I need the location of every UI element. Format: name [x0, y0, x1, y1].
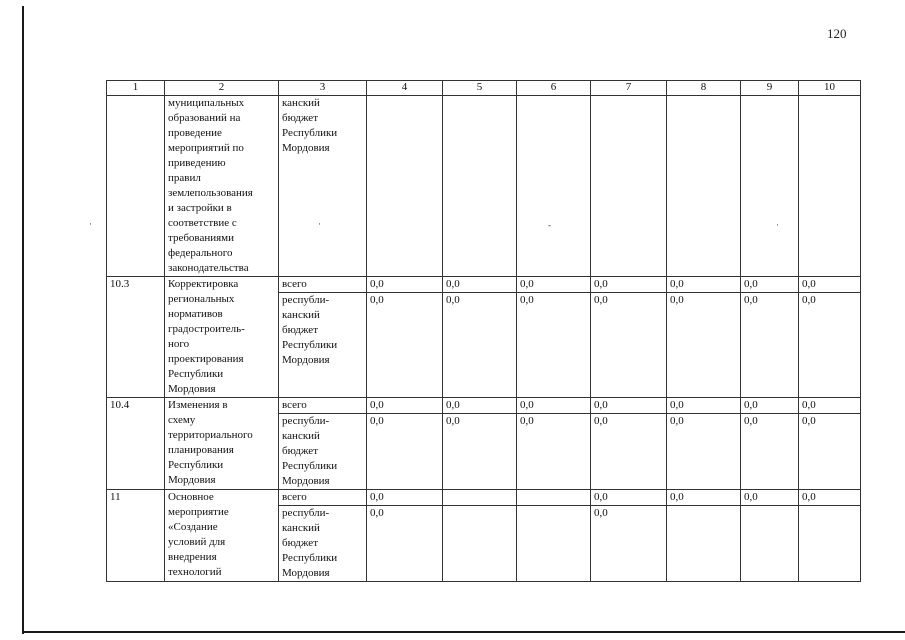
- text-line: условий для: [168, 536, 226, 548]
- text-line: Мордовия: [282, 567, 330, 579]
- row-name-cell: [165, 490, 279, 582]
- source-cell: [279, 414, 367, 490]
- header-cell: 1: [107, 81, 165, 96]
- text-line: мероприятие: [168, 506, 229, 518]
- text-line: соответствие с: [168, 217, 237, 229]
- text-line: мероприятий по: [168, 142, 244, 154]
- text-line: бюджет: [282, 445, 318, 457]
- header-cell: 3: [279, 81, 367, 96]
- text-line: бюджет: [282, 112, 318, 124]
- text-line: приведению: [168, 157, 226, 169]
- row-name-cell: [165, 277, 279, 398]
- text-line: землепользования: [168, 187, 253, 199]
- value-cell: 0,0: [517, 277, 591, 293]
- value-cell: 0,0: [367, 398, 443, 414]
- text-line: планирования: [168, 444, 234, 456]
- row-id-cell: 10.3: [107, 277, 165, 398]
- text-line: законодательства: [168, 262, 249, 274]
- text-line: Мордовия: [168, 474, 216, 486]
- text-line: проектирования: [168, 353, 244, 365]
- text-line: Мордовия: [168, 383, 216, 395]
- header-cell: 6: [517, 81, 591, 96]
- text-line: Мордовия: [282, 354, 330, 367]
- table-row-total: [107, 277, 861, 293]
- header-cell: 8: [667, 81, 741, 96]
- text-line: образований на: [168, 112, 241, 124]
- value-cell: 0,0: [517, 293, 591, 398]
- value-cell: 0,0: [367, 414, 443, 490]
- header-cell: 5: [443, 81, 517, 96]
- source-cell: [279, 293, 367, 398]
- text-line: Корректировка: [168, 278, 239, 290]
- page-number: 120: [827, 26, 847, 41]
- scan-speck: ·: [89, 219, 92, 229]
- table-body: [107, 96, 861, 582]
- value-cell: 0,0: [667, 398, 741, 414]
- row-id-cell: 10.4: [107, 398, 165, 490]
- text-line: Мордовия: [282, 475, 330, 487]
- value-cell: [741, 506, 799, 582]
- text-line: Мордовия: [282, 142, 330, 154]
- id-cell: [107, 96, 165, 277]
- value-cell: 0,0: [741, 490, 799, 506]
- text-line: республи-: [282, 294, 330, 307]
- value-cell: 0,0: [591, 490, 667, 506]
- text-line: Республики: [168, 459, 224, 471]
- text-line: бюджет: [282, 537, 318, 549]
- header-cell: 4: [367, 81, 443, 96]
- text-line: Республики: [282, 552, 338, 564]
- text-line: муниципальных: [168, 97, 245, 109]
- value-cell: 0,0: [799, 277, 861, 293]
- text-line: и застройки в: [168, 202, 232, 214]
- source-cell: всего: [279, 277, 367, 293]
- text-line: Республики: [282, 339, 338, 352]
- text-line: территориального: [168, 429, 253, 441]
- text-line: канский: [282, 97, 320, 109]
- text-line: ного: [168, 338, 190, 350]
- name-cell: [165, 96, 279, 277]
- source-cell: всего: [279, 398, 367, 414]
- text-line: бюджет: [282, 324, 318, 337]
- value-cell: 0,0: [367, 277, 443, 293]
- value-cell: 0,0: [367, 293, 443, 398]
- value-cell: 0,0: [591, 506, 667, 582]
- text-line: нормативов: [168, 308, 223, 320]
- value-cell: 0,0: [799, 490, 861, 506]
- text-line: схему: [168, 414, 196, 426]
- value-cell: 0,0: [591, 293, 667, 398]
- value-cell: 0,0: [741, 398, 799, 414]
- header-cell: 10: [799, 81, 861, 96]
- text-line: требованиями: [168, 232, 235, 244]
- text-line: республи-: [282, 415, 330, 427]
- text-line: правил: [168, 172, 201, 184]
- value-cell: [799, 506, 861, 582]
- value-cell: 0,0: [591, 414, 667, 490]
- scan-speck: ·: [318, 219, 321, 229]
- value-cell: 0,0: [799, 414, 861, 490]
- value-cell: 0,0: [443, 398, 517, 414]
- text-line: проведение: [168, 127, 222, 139]
- header-row: [107, 81, 861, 96]
- text-line: Изменения в: [168, 399, 228, 411]
- value-cell: [799, 96, 861, 277]
- source-cell: [279, 506, 367, 582]
- source-cell: всего: [279, 490, 367, 506]
- text-line: Республики: [282, 127, 338, 139]
- text-line: «Создание: [168, 521, 218, 533]
- text-line: канский: [282, 522, 320, 534]
- header-cell: 9: [741, 81, 799, 96]
- scan-edge-left: [22, 6, 24, 634]
- value-cell: [443, 96, 517, 277]
- scan-speck: -: [548, 220, 551, 230]
- text-line: градостроитель-: [168, 323, 245, 335]
- value-cell: 0,0: [591, 277, 667, 293]
- value-cell: [741, 96, 799, 277]
- value-cell: [517, 96, 591, 277]
- value-cell: [443, 490, 517, 506]
- value-cell: 0,0: [667, 490, 741, 506]
- table-row-total: [107, 398, 861, 414]
- value-cell: 0,0: [741, 277, 799, 293]
- scan-speck: ·: [776, 220, 779, 230]
- value-cell: [517, 506, 591, 582]
- text-line: региональных: [168, 293, 235, 305]
- value-cell: 0,0: [741, 293, 799, 398]
- value-cell: 0,0: [517, 398, 591, 414]
- value-cell: [443, 506, 517, 582]
- value-cell: 0,0: [591, 398, 667, 414]
- value-cell: 0,0: [799, 293, 861, 398]
- value-cell: 0,0: [741, 414, 799, 490]
- row-id-cell: 11: [107, 490, 165, 582]
- value-cell: 0,0: [367, 506, 443, 582]
- value-cell: [667, 506, 741, 582]
- value-cell: 0,0: [799, 398, 861, 414]
- value-cell: 0,0: [667, 293, 741, 398]
- value-cell: 0,0: [443, 277, 517, 293]
- continuation-row: [107, 96, 861, 277]
- text-line: Республики: [282, 460, 338, 472]
- row-name-cell: [165, 398, 279, 490]
- table-row-total: [107, 490, 861, 506]
- text-line: Основное: [168, 491, 214, 503]
- value-cell: 0,0: [367, 490, 443, 506]
- value-cell: [367, 96, 443, 277]
- value-cell: 0,0: [667, 414, 741, 490]
- header-cell: 7: [591, 81, 667, 96]
- source-cell: [279, 96, 367, 277]
- value-cell: 0,0: [443, 293, 517, 398]
- value-cell: 0,0: [517, 414, 591, 490]
- text-line: Республики: [168, 368, 224, 380]
- scan-edge-bottom: [22, 631, 905, 633]
- header-cell: 2: [165, 81, 279, 96]
- value-cell: [517, 490, 591, 506]
- budget-table: [106, 80, 861, 582]
- text-line: федерального: [168, 247, 233, 259]
- text-line: технологий: [168, 566, 222, 578]
- text-line: канский: [282, 309, 320, 322]
- text-line: республи-: [282, 507, 330, 519]
- text-line: канский: [282, 430, 320, 442]
- value-cell: [591, 96, 667, 277]
- value-cell: [667, 96, 741, 277]
- text-line: внедрения: [168, 551, 217, 563]
- value-cell: 0,0: [443, 414, 517, 490]
- value-cell: 0,0: [667, 277, 741, 293]
